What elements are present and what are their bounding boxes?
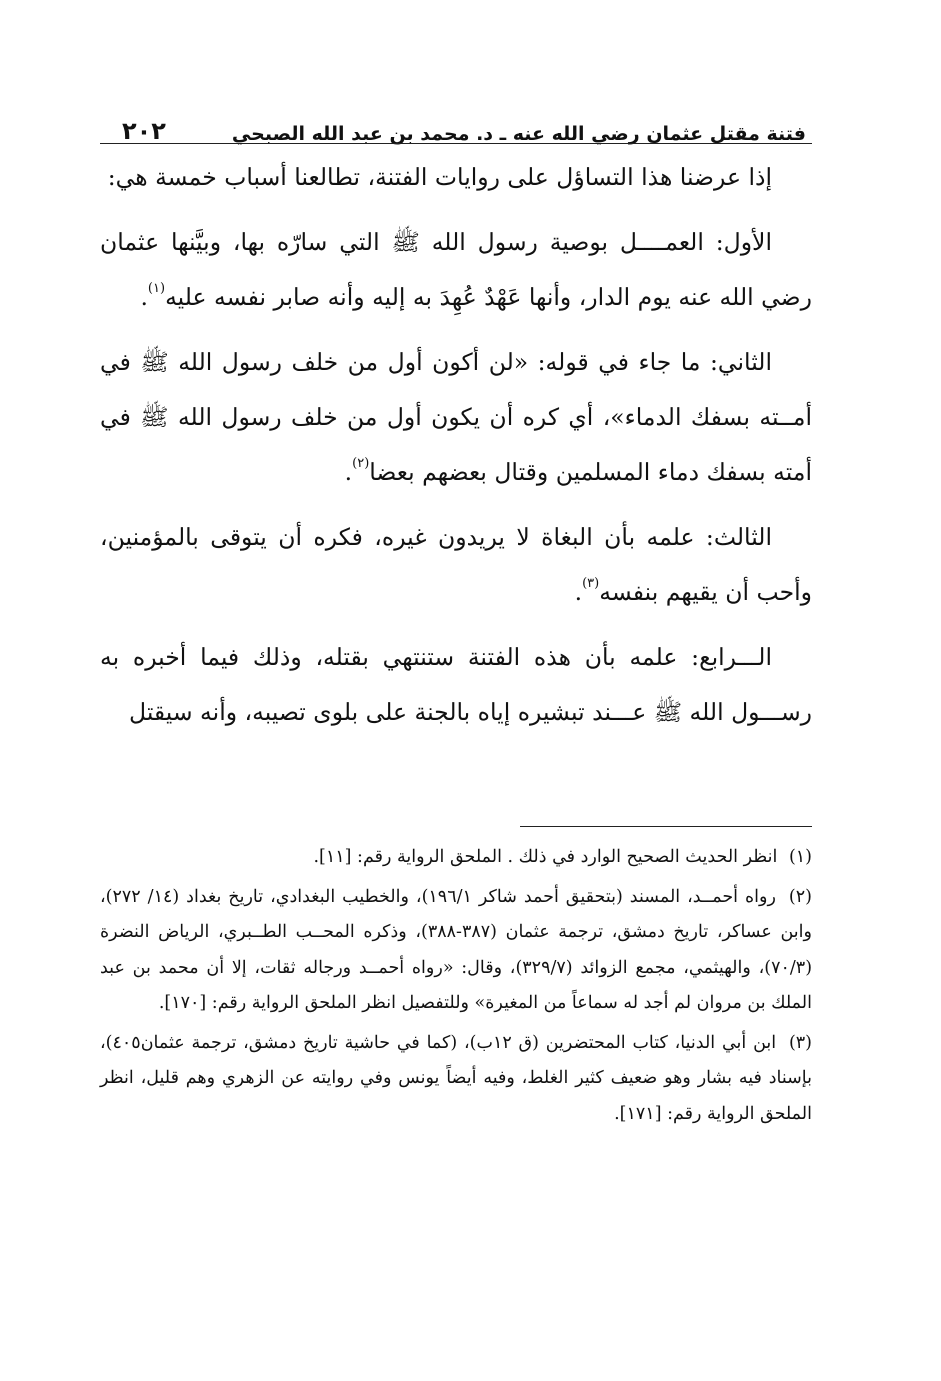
footnote-ref-2: (٢) (352, 456, 370, 471)
reason-2-end: . (344, 458, 353, 486)
reason-1-text: الأول: العمــــل بوصية رسول الله ﷺ التي سارّه بها، وبيَّنها عثمان رضي الله عنه يوم الدار، وأنها عَهْدٌ عُهِدَ به إليه وأنه صابر نفسه عليه (100, 228, 812, 311)
page-number: ٢٠٢ (122, 117, 166, 145)
footnote-3 (100, 1026, 812, 1133)
reason-4-text: الـــرابع: علمه بأن هذه الفتنة ستنتهي بقتله، وذلك فيما أخبره به رســـول الله ﷺ عـــند تبشيره إياه بالجنة على بلوى تصيبه، وأنه سيقتل (100, 643, 812, 726)
footnote-ref-3: (٣) (582, 576, 600, 591)
reason-1-end: . (140, 283, 148, 311)
footnote-2 (100, 880, 812, 1022)
intro-text: إذا عرضنا هذا التساؤل على روايات الفتنة، تطالعنا أسباب خمسة هي: (107, 163, 772, 191)
header-divider (100, 143, 812, 144)
footnote-1-text: انظر الحديث الصحيح الوارد في ذلك . الملحق الرواية رقم: [١١]. (313, 847, 778, 867)
reason-3-paragraph (100, 510, 812, 620)
footnote-3-text: ابن أبي الدنيا، كتاب المحتضرين (ق ١٢ب)، (كما في حاشية تاريخ دمشق، ترجمة عثمان٤٠٥)، بإسناد فيه بشار وهو ضعيف كثير الغلط، وفيه أيضاً يونس وفي روايته عن الزهري وهم قليل، انظر الملحق الرواية رقم: [١٧١]. (100, 1032, 812, 1124)
footnote-2-text: رواه أحمــد، المسند (بتحقيق أحمد شاكر ١٩٦/١)، والخطيب البغدادي، تاريخ بغداد (١٤/ ٢٧٢)، وابن عساكر، تاريخ دمشق، ترجمة عثمان (٣٨٧-٣٨٨)، وذكره المحــب الطــبري، الرياض النضرة (٧٠/٣)، والهيثمي، مجمع الزوائد (٣٢٩/٧)، وقال: «رواه أحمــد ورجاله ثقات، إلا أن محمد بن عبد الملك بن مروان لم أجد له سماعاً من المغيرة» وللتفصيل انظر الملحق الرواية رقم: [١٧٠]. (100, 886, 813, 1013)
main-text (100, 150, 812, 750)
reason-1-paragraph (100, 215, 812, 325)
page-header (100, 105, 812, 145)
reason-3-end: . (574, 578, 583, 606)
footnote-2-mark: (٢) (788, 886, 812, 907)
footnote-3-mark: (٣) (788, 1032, 812, 1053)
reason-2-text: الثاني: ما جاء في قوله: «لن أكون أول من خلف رسول الله ﷺ في أمــته بسفك الدماء»، أي كره أن يكون أول من خلف رسول الله ﷺ في أمته بسفك دماء المسلمين وقتال بعضهم بعضا (100, 348, 812, 486)
footnotes (100, 840, 812, 1136)
reason-3-text: الثالث: علمه بأن البغاة لا يريدون غيره، فكره أن يتوقى بالمؤمنين، وأحب أن يقيهم بنفسه (100, 523, 812, 606)
footnote-divider (520, 826, 812, 827)
intro-paragraph (100, 150, 812, 205)
footnote-ref-1: (١) (147, 281, 166, 296)
reason-2-paragraph (100, 335, 812, 500)
running-title: فتنة مقتل عثمان رضي الله عنه ـ د. محمد بن عبد الله الصبحي (231, 123, 806, 145)
footnote-1 (100, 840, 812, 876)
footnote-1-mark: (١) (788, 847, 812, 867)
reason-4-paragraph (100, 630, 812, 740)
